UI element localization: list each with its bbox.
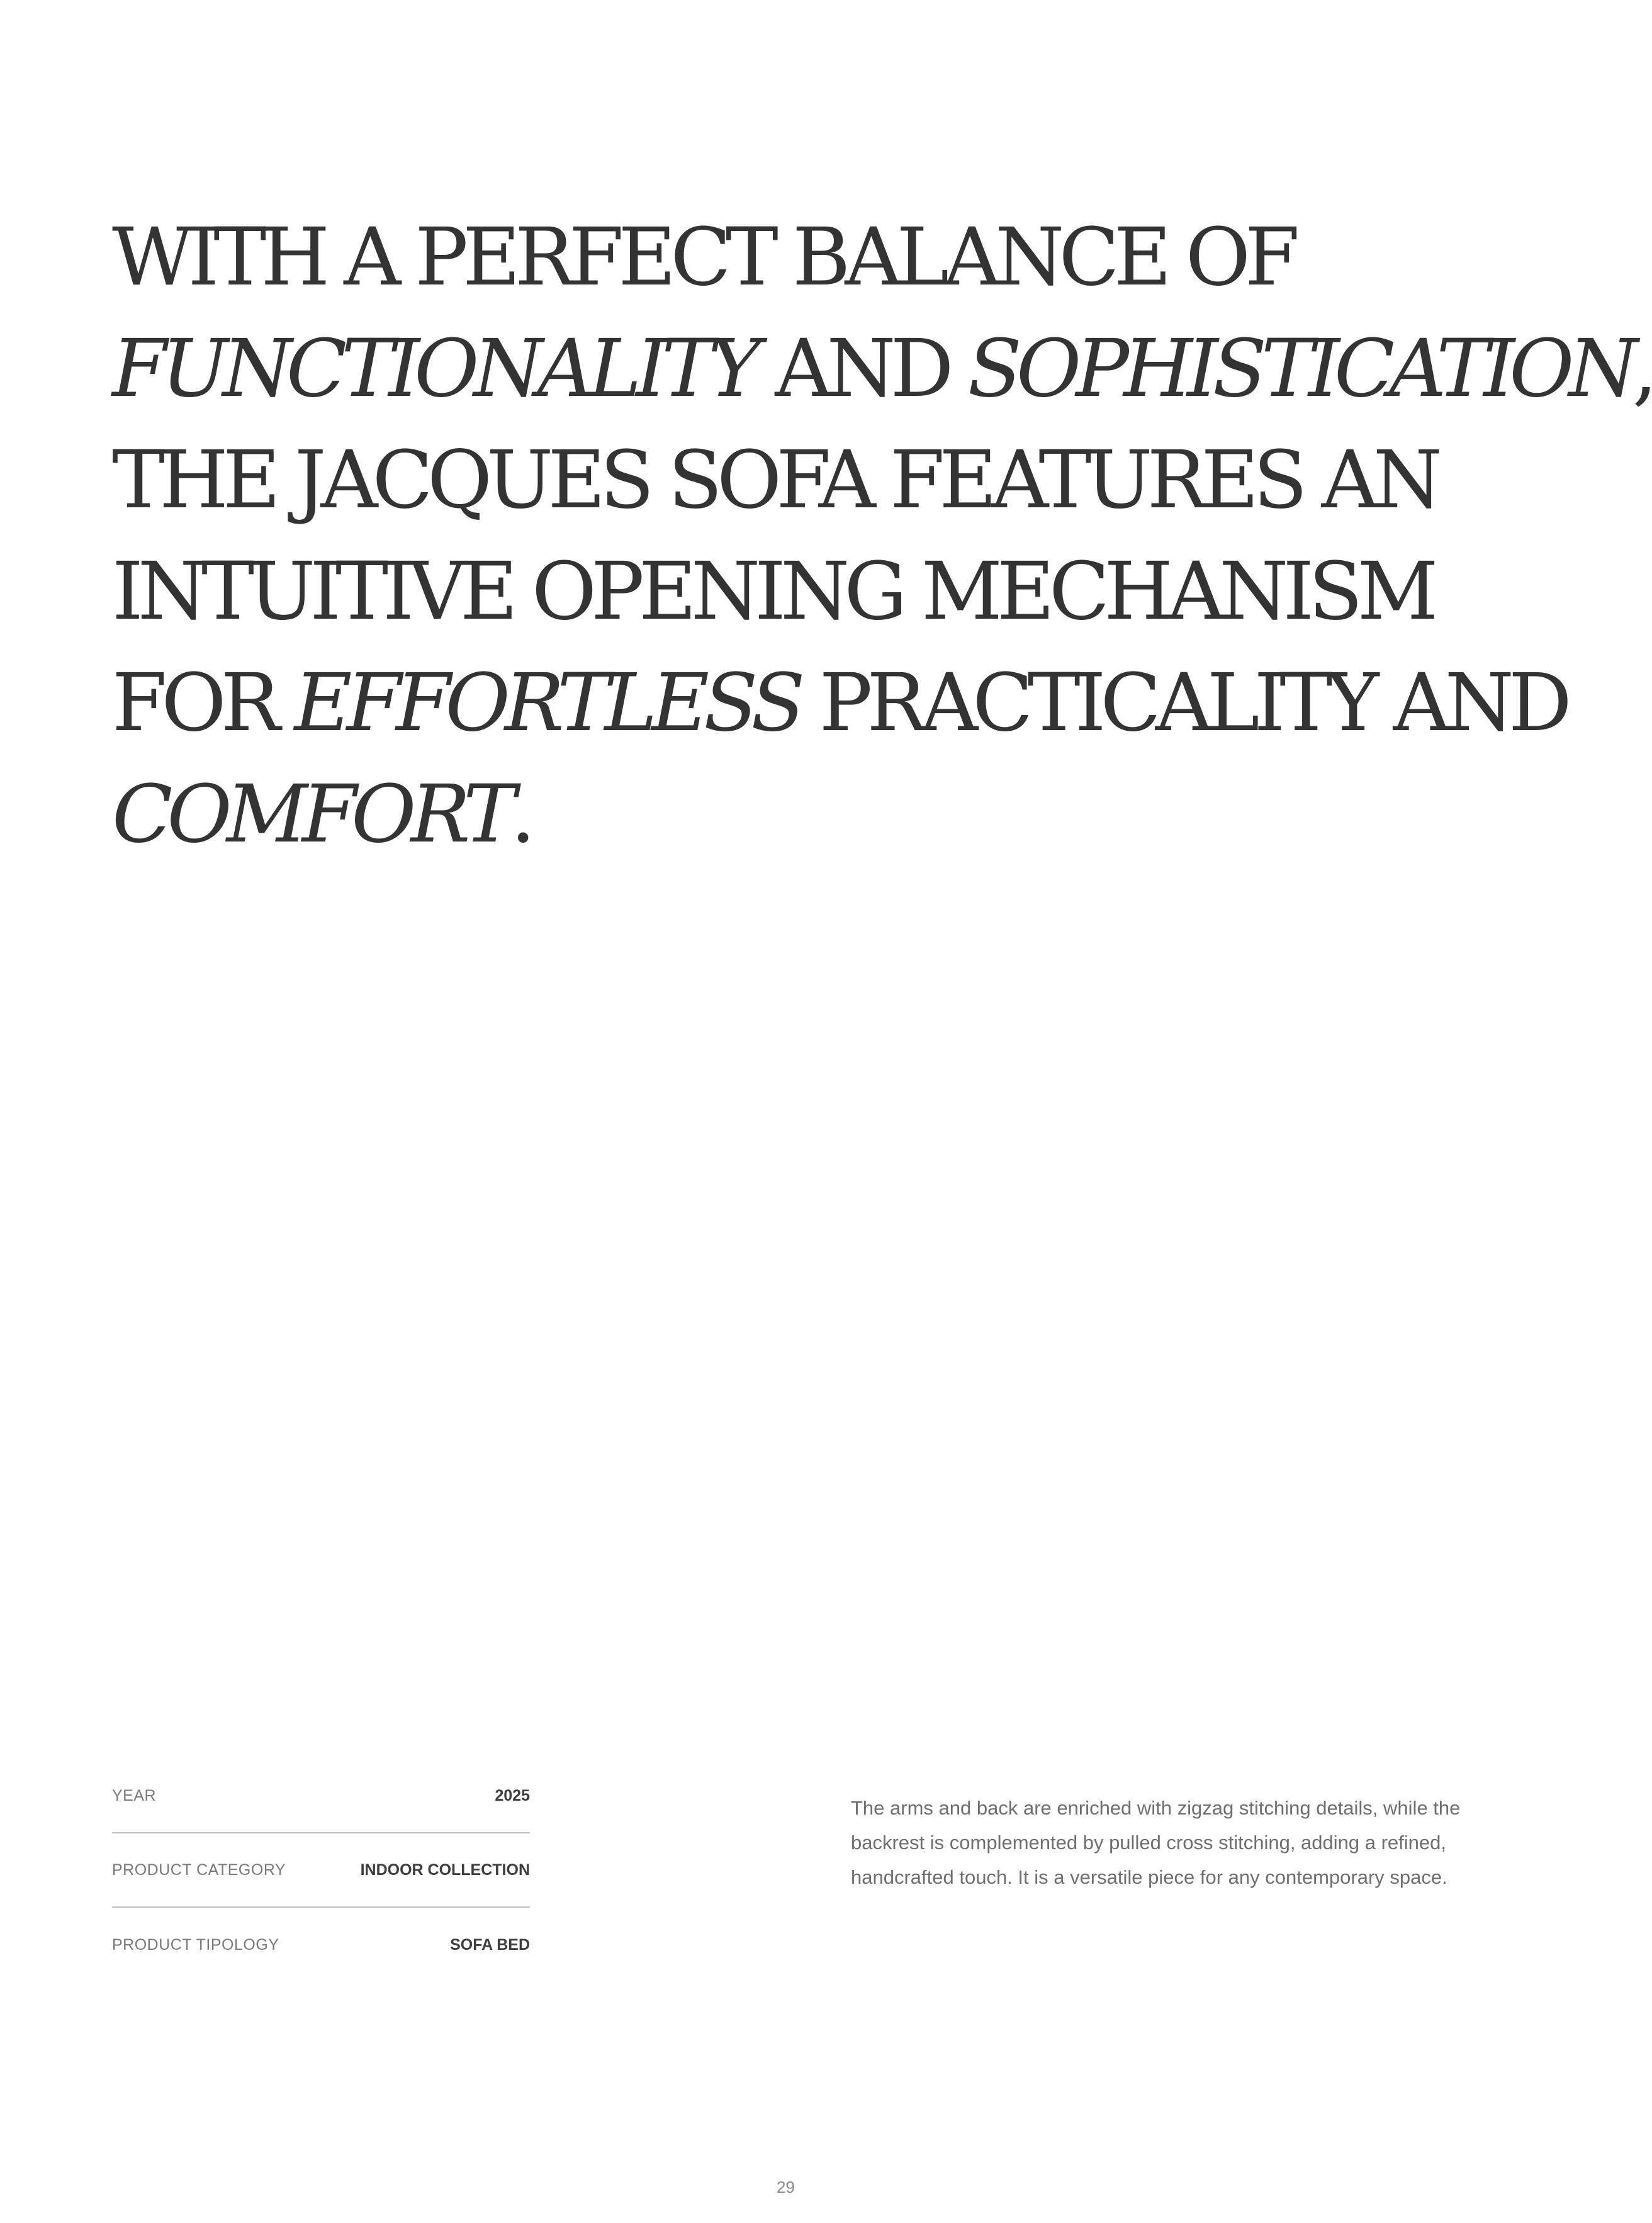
headline-line-1 (112, 201, 1465, 313)
spec-value: SOFA BED (450, 1935, 530, 1954)
product-description: The arms and back are enriched with zigzag stitching details, while the backrest is complemented by pulled cross stitching, adding a refined, handcrafted touch. It is a versatile piece for any contemporary space. (851, 1797, 1461, 1888)
headline-line-4 (112, 536, 1465, 647)
headline-text: AND (755, 322, 968, 415)
spec-row-typology (112, 1908, 530, 1982)
spec-row-year (112, 1759, 530, 1833)
spec-label: PRODUCT CATEGORY (112, 1860, 286, 1879)
headline-text: , (1632, 322, 1652, 415)
headline-text: . (510, 768, 531, 860)
headline-line-2 (112, 313, 1652, 424)
headline-italic-text: EFFORTLESS (294, 656, 800, 749)
headline-italic-text: SOPHISTICATION (967, 322, 1632, 415)
headline-text: INTUITIVE OPENING MECHANISM (112, 545, 1433, 638)
spec-table (112, 1786, 530, 1982)
headline-italic-text: FUNCTIONALITY (112, 322, 756, 415)
headline-text: PRACTICALITY AND (799, 656, 1566, 749)
headline (112, 201, 1652, 870)
page-number: 29 (777, 2178, 795, 2197)
headline-italic-text: COMFORT (112, 768, 511, 860)
spec-value: 2025 (495, 1786, 530, 1804)
spec-label: PRODUCT TIPOLOGY (112, 1935, 279, 1954)
headline-line-5 (112, 647, 1566, 758)
headline-text: WITH A PERFECT BALANCE OF (112, 211, 1295, 303)
headline-text: THE JACQUES SOFA FEATURES AN (112, 434, 1437, 526)
headline-line-3 (112, 424, 1465, 536)
spec-row-category (112, 1833, 530, 1908)
spec-label: YEAR (112, 1786, 157, 1804)
spec-value: INDOOR COLLECTION (360, 1860, 530, 1879)
headline-line-6 (112, 758, 1465, 870)
headline-text: FOR (112, 656, 295, 749)
